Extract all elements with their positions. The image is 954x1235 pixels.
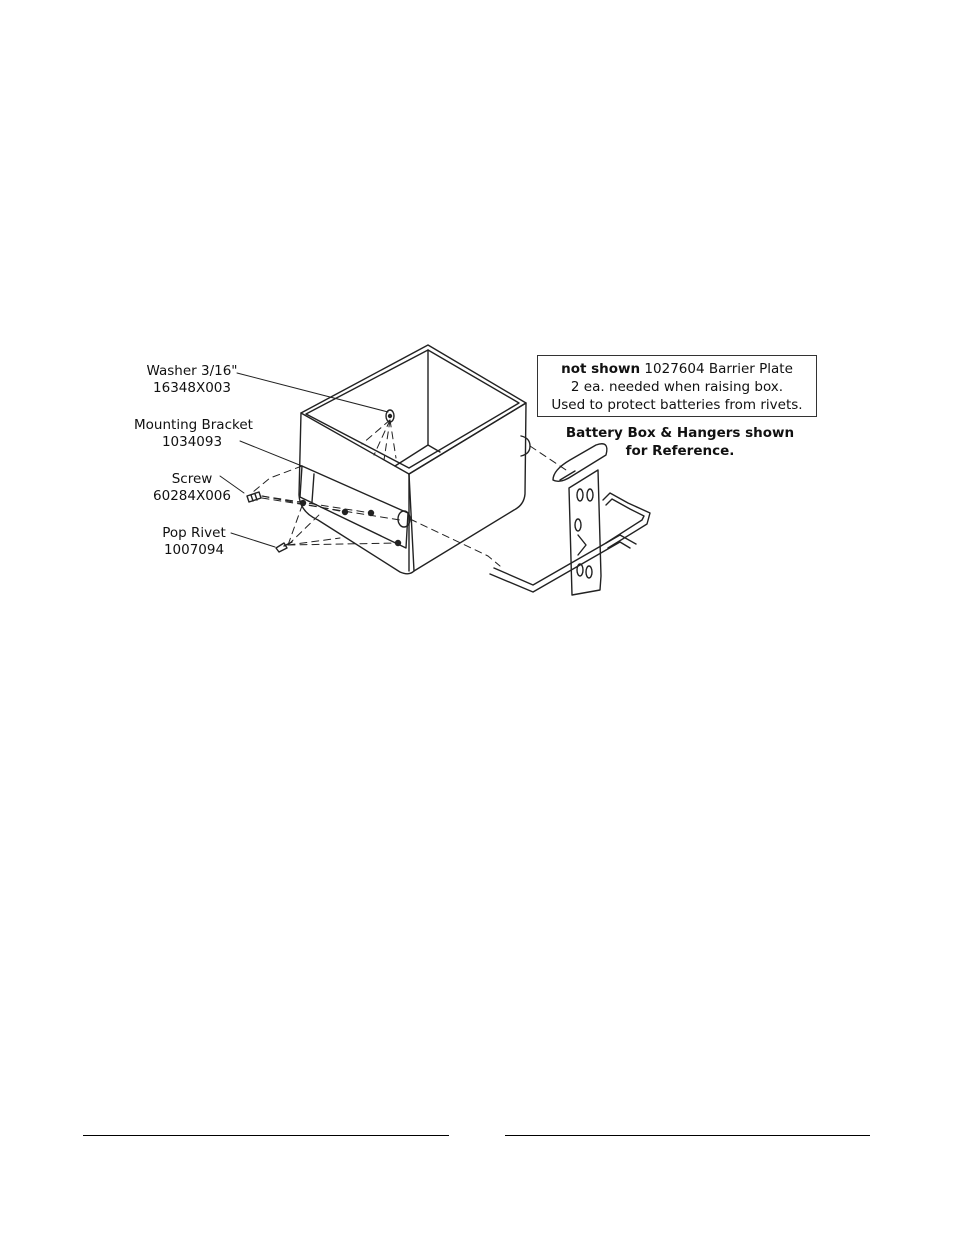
note-bold-prefix: not shown: [561, 361, 641, 377]
hanger-bracket: [553, 444, 607, 595]
leader-lines: [220, 373, 388, 547]
note-line-2: 2 ea. needed when raising box.: [570, 379, 784, 395]
mounting-bracket-callout: [134, 417, 253, 451]
battery-box: [299, 345, 530, 574]
reference-caption-line-2: for Reference.: [625, 443, 735, 459]
footer-rule-right: [505, 1135, 870, 1136]
washer-callout-part: 16348X003: [153, 380, 231, 396]
barrier-plate-note: [537, 355, 817, 417]
screw-part: [247, 492, 261, 502]
washer-callout: [140, 363, 244, 397]
note-line-1: [538, 360, 816, 378]
screw-callout: [150, 471, 234, 505]
screw-callout-part: 60284X006: [153, 488, 231, 504]
pop-rivet-callout: [154, 525, 234, 559]
mounting-bracket-callout-name: Mounting Bracket: [134, 417, 253, 433]
pop-rivet-callout-name: Pop Rivet: [162, 525, 226, 541]
mounting-bracket-callout-part: 1034093: [161, 434, 223, 450]
washer-callout-name: Washer 3/16": [146, 363, 238, 379]
footer-rule-left: [83, 1135, 449, 1136]
note-line-3: Used to protect batteries from rivets.: [551, 397, 803, 413]
screw-callout-name: Screw: [171, 471, 213, 487]
note-line-1-rest: 1027604 Barrier Plate: [640, 361, 793, 377]
pop-rivet-callout-part: 1007094: [163, 542, 225, 558]
reference-caption: [560, 424, 800, 460]
reference-caption-line-1: Battery Box & Hangers shown: [565, 425, 795, 441]
